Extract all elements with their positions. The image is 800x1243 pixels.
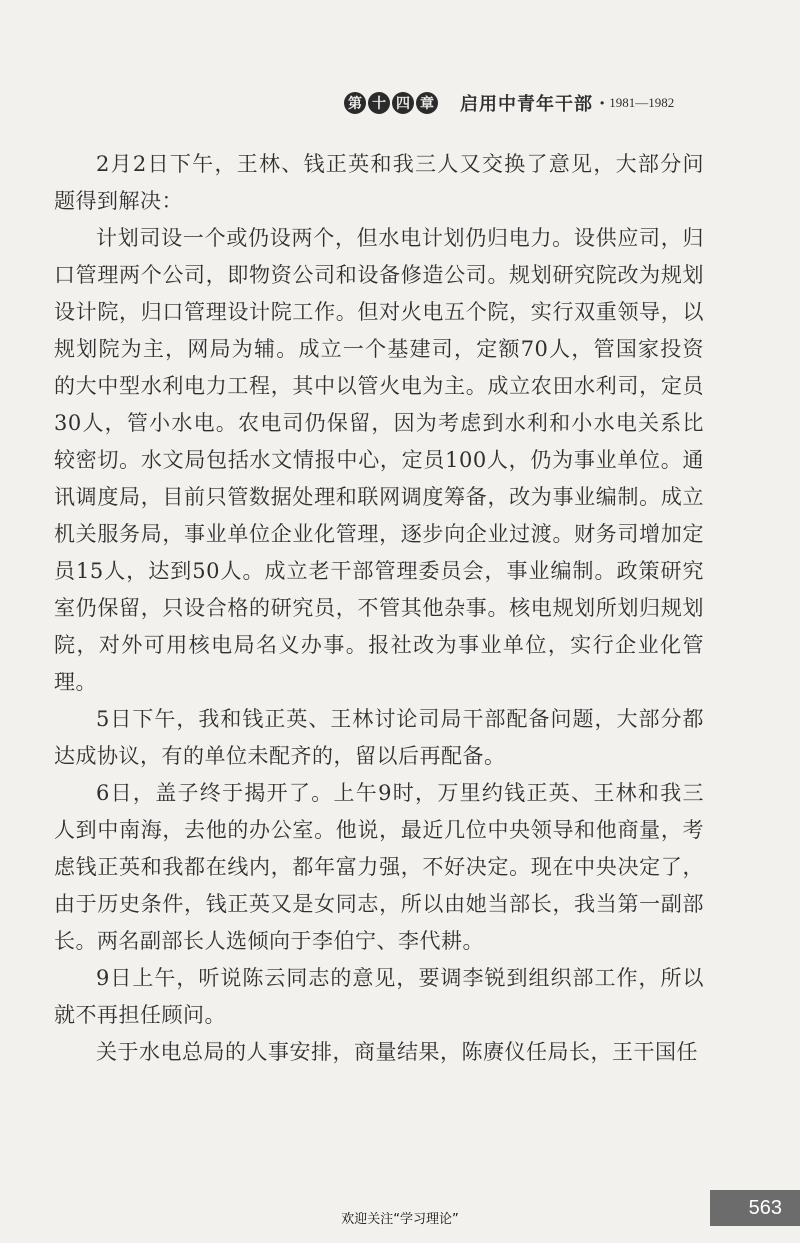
body-text [54,146,704,1071]
running-title: 启用中青年干部 [460,94,593,115]
chapter-char: 十 [368,92,390,114]
paragraph: 关于水电总局的人事安排，商量结果，陈赓仪任局长，王干国任 [96,1040,698,1064]
chapter-char: 四 [392,92,414,114]
running-years: 1981—1982 [609,95,675,110]
chapter-char: 第 [344,92,366,114]
paragraph: 2月2日下午，王林、钱正英和我三人又交换了意见，大部分问题得到解决： [54,152,704,213]
chapter-badge [344,92,438,114]
running-separator: · [599,92,606,114]
paragraph: 6日，盖子终于揭开了。上午9时，万里约钱正英、王林和我三人到中南海，去他的办公室。他说，最近几位中央领导和他商量，考虑钱正英和我都在线内，都年富力强，不好决定。现在中央决定了，由于历史条件，钱正英又是女同志，所以由她当部长，我当第一副部长。两名副部长人选倾向于李伯宁、李代耕。 [54,781,704,953]
paragraph: 5日下午，我和钱正英、王林讨论司局干部配备问题，大部分都达成协议，有的单位未配齐的，留以后再配备。 [54,707,704,768]
running-header [344,86,724,120]
footer-note: 欢迎关注“学习理论” [341,1212,459,1227]
chapter-char: 章 [416,92,438,114]
paragraph: 计划司设一个或仍设两个，但水电计划仍归电力。设供应司，归口管理两个公司，即物资公司和设备修造公司。规划研究院改为规划设计院，归口管理设计院工作。但对火电五个院，实行双重领导，以规划院为主，网局为辅。成立一个基建司，定额70人，管国家投资的大中型水利电力工程，其中以管火电为主。成立农田水利司，定员30人，管小水电。农电司仍保留，因为考虑到水利和小水电关系比较密切。水文局包括水文情报中心，定员100人，仍为事业单位。通讯调度局，目前只管数据处理和联网调度筹备，改为事业编制。成立机关服务局，事业单位企业化管理，逐步向企业过渡。财务司增加定员15人，达到50人。成立老干部管理委员会，事业编制。政策研究室仍保留，只设合格的研究员，不管其他杂事。核电规划所划归规划院，对外可用核电局名义办事。报社改为事业单位，实行企业化管理。 [54,226,704,694]
paragraph: 9日上午，听说陈云同志的意见，要调李锐到组织部工作，所以就不再担任顾问。 [54,966,704,1027]
page-number: 563 [748,1197,782,1219]
